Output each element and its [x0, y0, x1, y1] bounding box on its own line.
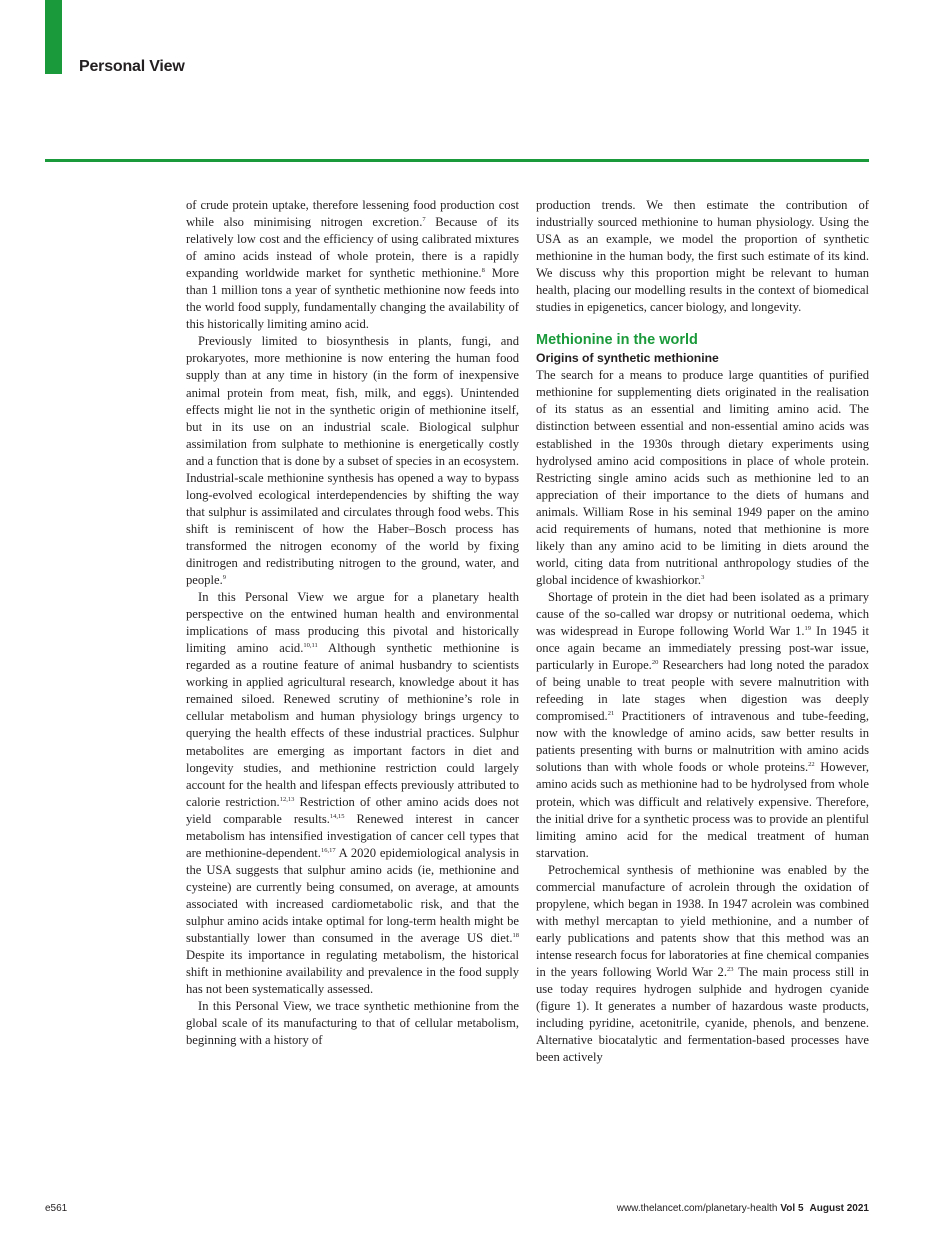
citation-superscript[interactable]: 21	[607, 710, 615, 718]
paragraph	[536, 862, 869, 1067]
citation-superscript[interactable]: 7	[422, 216, 426, 224]
text-run: More than 1 million tons a year of synthetic methionine now feeds into the world food supply, fundamentally changing the availability of this historically limiting amino acid.	[186, 266, 519, 332]
citation-superscript[interactable]: 14,15	[329, 812, 345, 820]
journal-footer	[617, 1203, 869, 1214]
section-label: Personal View	[79, 58, 185, 75]
text-run: Researchers had long noted the paradox of being unable to treat people with severe malnutrition with refeeding in late stages when digestion was deeply compromised.	[536, 658, 869, 724]
text-run: In this Personal View we argue for a planetary health perspective on the entwined human health and environmental implications of mass producing this pivotal and historically limiting amino acid.	[186, 590, 519, 656]
text-run: The main process still in use today requires hydrogen sulphide and hydrogen cyanide (figure 1). It generates a number of hazardous waste products, including pyridine, acetonitrile, cyanide, phenols, and benzene. Alternative biocatalytic and fermentation-based processes have been actively	[536, 964, 869, 1065]
text-run: A 2020 epidemiological analysis in the USA suggests that sulphur amino acids (ie, methionine and cysteine) are currently being consumed, on average, at amounts associated with increased cardiometabolic risk, and that the sulphur amino acids intake optimal for long-term health might be substantially lower than consumed in the average US diet.	[186, 845, 519, 946]
paragraph	[536, 589, 869, 862]
citation-superscript[interactable]: 8	[481, 267, 485, 275]
text-run: Because of its relatively low cost and the efficiency of using calibrated mixtures of amino acids instead of whole protein, there is a rapidly expanding worldwide market for synthetic methionine.	[186, 215, 519, 281]
volume: Vol 5	[780, 1203, 804, 1214]
paragraph	[186, 998, 519, 1049]
text-run: Petrochemical synthesis of methionine was enabled by the commercial manufacture of acrolein through the oxidation of propylene, which began in 1938. In 1947 acrolein was combined with methyl mercaptan to yield methionine, and a number of early publications and patents show that this method was an intense research focus for laboratories at fine chemical companies in the years following World War 2.	[536, 862, 869, 979]
citation-superscript[interactable]: 9	[222, 574, 226, 582]
section-heading: Methionine in the world	[536, 332, 698, 349]
paragraph	[536, 367, 869, 589]
text-run: of crude protein uptake, therefore lessening food production cost while also minimising nitrogen excretion.	[186, 198, 519, 230]
text-run: Restriction of other amino acids does not yield comparable results.	[186, 794, 519, 826]
citation-superscript[interactable]: 18	[512, 932, 519, 940]
paragraph	[536, 197, 869, 316]
paragraph	[186, 197, 519, 333]
text-run: However, amino acids such as methionine had to be hydrolysed from whole protein, which was difficult and relatively expensive. Therefore, the initial drive for a synthetic process was to provide an plentiful limiting amino acid for the medical treatment of human starvation.	[536, 760, 869, 860]
right-column	[536, 197, 869, 1066]
text-run: The search for a means to produce large quantities of purified methionine for supplementing diets originated in the realisation of its status as an essential and limiting amino acid. The distinction between essential and non-essential amino acids was established in the 1930s through dietary experiments using hydrolysed amino acid compositions in place of whole protein. Restricting single amino acids such as methionine led to an appreciation of their importance to the diets of humans and animals. William Rose in his seminal 1949 paper on the amino acid requirements of humans, noted that methionine is more likely than any amino acid to be limiting in diets around the world, citing data from nutritional anthropology studies of the global incidence of kwashiorkor.	[536, 368, 869, 587]
text-run: Previously limited to biosynthesis in plants, fungi, and prokaryotes, more methionine is now entering the human food supply than at any time in history (in the form of inexpensive animal protein from meat, fish, milk, and eggs). Unintended effects might lie not in the synthetic origin of methionine itself, but in its use on an industrial scale. Biological sulphur assimilation from sulphate to methionine is energetically costly and a function that is done by a subset of species in an ecosystem. Industrial-scale methionine synthesis has opened a way to bypass long-evolved ecological interdependencies by shifting the way that sulphur is assimilated and circulates through food webs. This shift is reminiscent of how the Haber–Bosch process has transformed the nitrogen economy of the world by fixing dinitrogen and redistributing nitrogen to the ground, water, and people.	[186, 334, 519, 588]
text-run: In 1945 it once again became an immediately pressing post-war issue, particularly in Europe.	[536, 624, 869, 673]
text-run: In this Personal View, we trace synthetic methionine from the global scale of its manufacturing to that of cellular metabolism, beginning with a history of	[186, 999, 519, 1048]
section-color-tab	[45, 0, 62, 74]
paragraph	[186, 333, 519, 589]
citation-superscript[interactable]: 12,13	[279, 795, 295, 803]
citation-superscript[interactable]: 23	[726, 965, 734, 973]
left-column	[186, 197, 519, 1049]
text-run: production trends. We then estimate the contribution of industrially sourced methionine to human physiology. Using the USA as an example, we model the proportion of synthetic methionine in the human body, the first such estimate of its kind. We discuss why this proportion might be relevant to human health, placing our modelling results in the context of biomedical studies in epigenetics, cancer biology, and longevity.	[536, 198, 869, 315]
text-run: Practitioners of intravenous and tube-feeding, now with the knowledge of amino acids, saw better results in patients presenting with burns or malnutrition with amino acids solutions than with whole foods or whole proteins.	[536, 709, 869, 775]
paragraph	[186, 589, 519, 998]
text-run: Despite its importance in regulating metabolism, the historical shift in methionine availability and prevalence in the food supply has not been systematically assessed.	[186, 948, 519, 997]
header-rule	[45, 159, 869, 162]
citation-superscript[interactable]: 10,11	[303, 642, 318, 650]
page-number: e561	[45, 1203, 68, 1214]
citation-superscript[interactable]: 20	[651, 659, 659, 667]
citation-superscript[interactable]: 3	[701, 573, 705, 581]
subheading: Origins of synthetic methionine	[536, 351, 719, 366]
text-run: Shortage of protein in the diet had been isolated as a primary cause of the so-called war dropsy or nutritional oedema, which was widespread in Europe following World War 1.	[536, 589, 869, 639]
citation-superscript[interactable]: 16,17	[320, 846, 336, 854]
journal-url[interactable]: www.thelancet.com/planetary-health	[616, 1203, 778, 1214]
text-run: Renewed interest in cancer metabolism has intensified investigation of cancer cell types that are methionine-dependent.	[186, 811, 519, 860]
issue-date: August 2021	[809, 1203, 869, 1214]
citation-superscript[interactable]: 19	[804, 625, 812, 633]
citation-superscript[interactable]: 22	[808, 761, 815, 769]
text-run: Although synthetic methionine is regarded as a routine feature of animal husbandry to scientists working in applied agricultural research, knowledge about it has remained siloed. Renewed scrutiny of methionine’s role in cellular metabolism and human physiology brings urgency to querying the health effects of these industrial practices. Sulphur metabolites are emerging as important factors in diet and longevity studies, and methionine restriction could largely account for the health and lifespan effects previously attributed to calorie restriction.	[186, 641, 519, 809]
